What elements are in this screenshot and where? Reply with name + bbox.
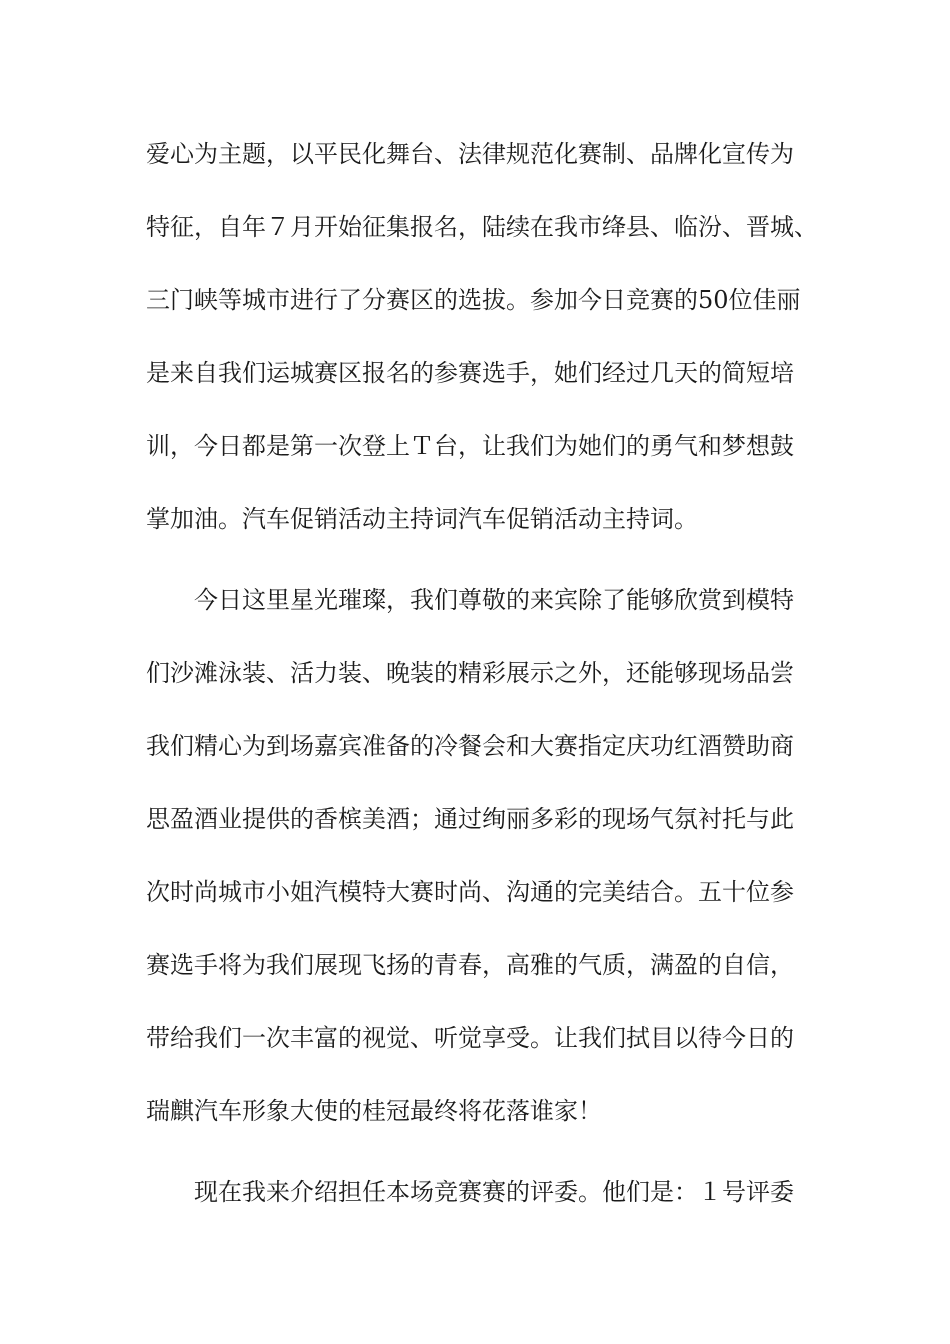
text-line-7: 今日这里星光璀璨，我们尊敬的来宾除了能够欣赏到模特 — [194, 586, 794, 614]
text-line-5: 训，今日都是第一次登上Ｔ台，让我们为她们的勇气和梦想鼓 — [146, 432, 794, 460]
text-line-11: 次时尚城市小姐汽模特大赛时尚、沟通的完美结合。五十位参 — [146, 878, 794, 906]
text-line-2: 特征，自年７月开始征集报名，陆续在我市绛县、临汾、晋城、 — [146, 213, 818, 241]
text-line-12: 赛选手将为我们展现飞扬的青春，高雅的气质，满盈的自信， — [146, 951, 794, 979]
text-line-9: 我们精心为到场嘉宾准备的冷餐会和大赛指定庆功红酒赞助商 — [146, 732, 794, 760]
text-line-1: 爱心为主题，以平民化舞台、法律规范化赛制、品牌化宣传为 — [146, 140, 794, 168]
text-line-14: 瑞麒汽车形象大使的桂冠最终将花落谁家！ — [146, 1097, 602, 1125]
text-line-15: 现在我来介绍担任本场竞赛赛的评委。他们是：１号评委 — [194, 1178, 794, 1206]
text-line-6: 掌加油。汽车促销活动主持词汽车促销活动主持词。 — [146, 505, 698, 533]
text-line-4: 是来自我们运城赛区报名的参赛选手，她们经过几天的简短培 — [146, 359, 794, 387]
text-line-10: 思盈酒业提供的香槟美酒；通过绚丽多彩的现场气氛衬托与此 — [146, 805, 794, 833]
text-line-13: 带给我们一次丰富的视觉、听觉享受。让我们拭目以待今日的 — [146, 1024, 794, 1052]
text-line-8: 们沙滩泳装、活力装、晚装的精彩展示之外，还能够现场品尝 — [146, 659, 794, 687]
text-line-3: 三门峡等城市进行了分赛区的选拔。参加今日竞赛的50位佳丽 — [146, 286, 801, 314]
